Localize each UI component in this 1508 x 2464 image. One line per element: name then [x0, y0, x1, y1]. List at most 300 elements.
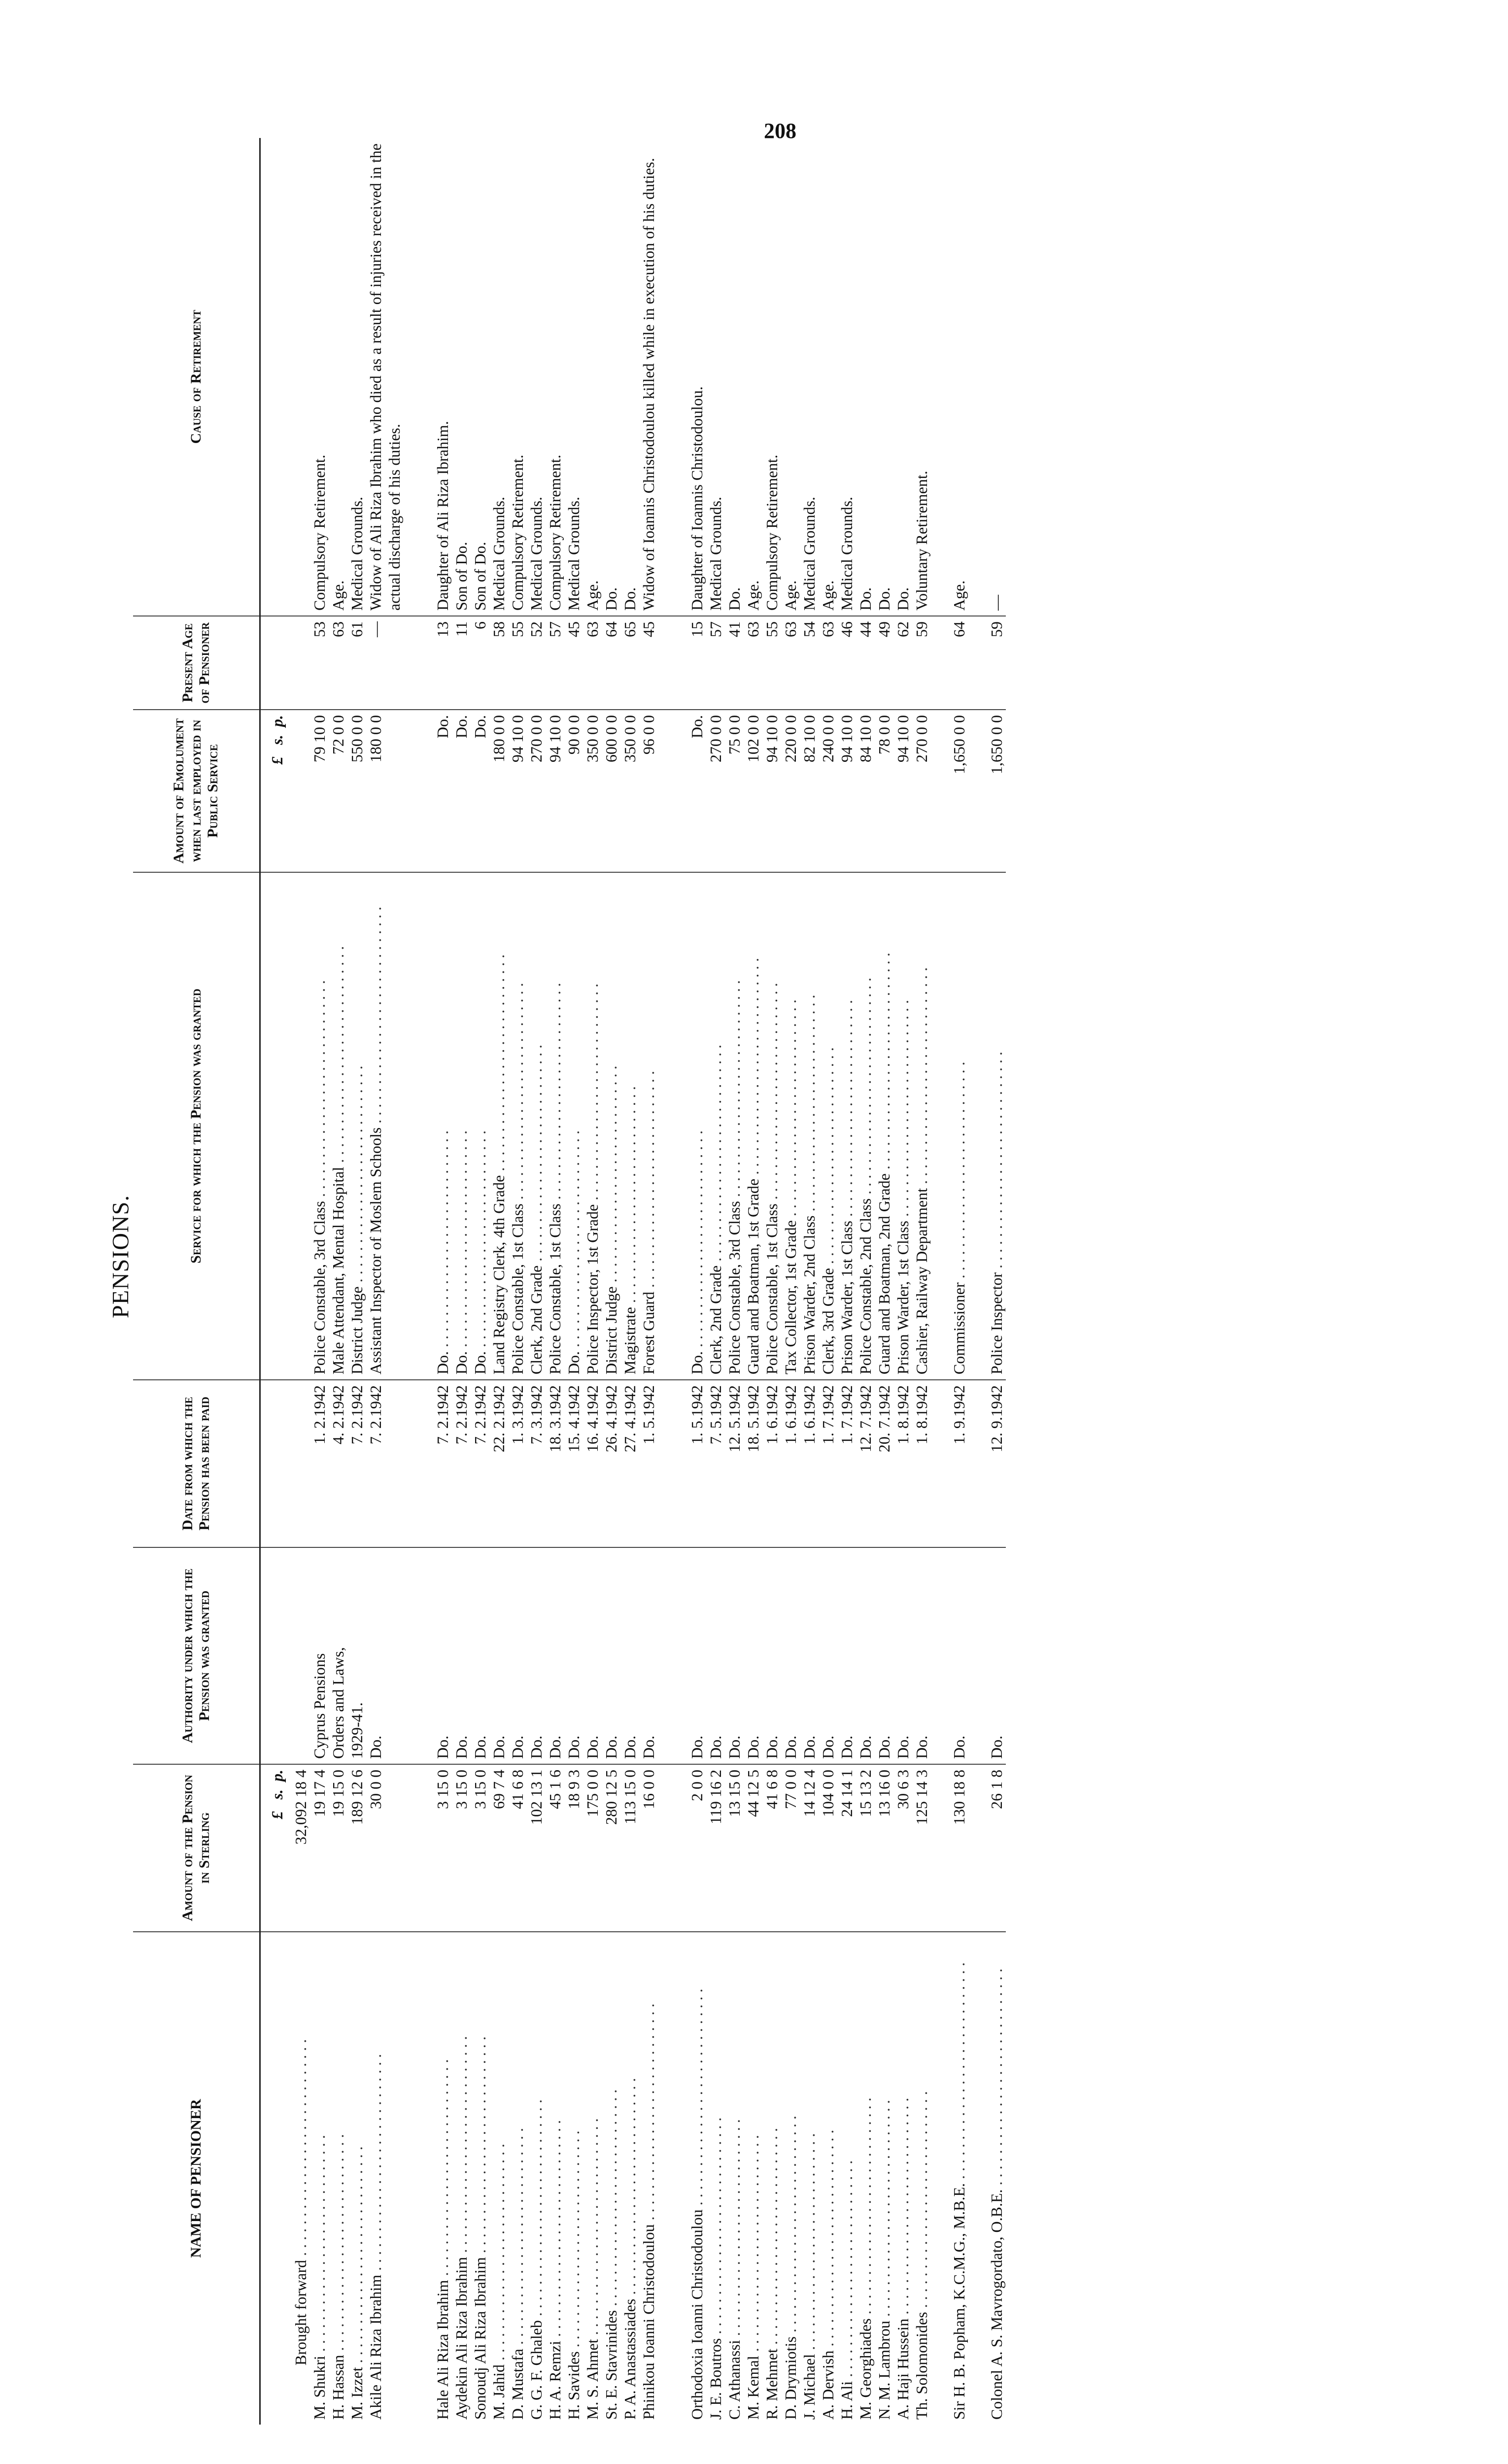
cell-date: 20. 7.1942: [875, 1380, 893, 1547]
cell-emolument: 72 0 0: [329, 710, 347, 872]
cell-amount: 15 13 2: [856, 1764, 875, 1932]
cell-age: 49: [875, 616, 893, 710]
cell-emolument: 79 10 0: [310, 710, 329, 872]
cell-name: A. Haji Hussein . . .: [893, 1932, 912, 2425]
cell-name: M. Jahid . . .: [489, 1932, 508, 2425]
cell-authority: Do.: [950, 1547, 968, 1764]
brought-forward-label: Brought forward . . .: [291, 1932, 310, 2425]
cell-amount: 3 15 0: [452, 1764, 471, 1932]
cell-service: District Judge . . .: [602, 872, 620, 1380]
cell-emolument: 78 0 0: [875, 710, 893, 872]
cell-authority: Do.: [893, 1547, 912, 1764]
cell-service: Police Inspector . . .: [987, 872, 1006, 1380]
cell-age: 45: [639, 616, 658, 710]
cell-cause: Medical Grounds.: [706, 138, 725, 616]
cell-amount: 18 9 3: [564, 1764, 583, 1932]
cell-authority: Do.: [433, 1547, 452, 1764]
cell-age: 63: [744, 616, 762, 710]
cell-emolument: 75 0 0: [725, 710, 744, 872]
cell-date: 1. 8.1942: [912, 1380, 931, 1547]
row-spacer: [404, 138, 433, 2425]
cell-name: M. Shukri . . .: [310, 1932, 329, 2425]
cell-service: Police Constable, 2nd Class . . .: [856, 872, 875, 1380]
cell-cause: Do.: [856, 138, 875, 616]
cell-date: 7. 3.1942: [527, 1380, 546, 1547]
cell-service: Male Attendant, Mental Hospital . . .: [329, 872, 347, 1380]
cell-service: Police Constable, 3rd Class . . .: [725, 872, 744, 1380]
cell-service: Land Registry Clerk, 4th Grade . . .: [489, 872, 508, 1380]
cell-date: 1. 2.1942: [310, 1380, 329, 1547]
table-row: [950, 138, 968, 2425]
cell-date: 1. 9.1942: [950, 1380, 968, 1547]
cell-age: 61: [347, 616, 366, 710]
cell-date: 1. 8.1942: [893, 1380, 912, 1547]
cell-service: Police Constable, 1st Class . . .: [762, 872, 781, 1380]
table-row: [508, 138, 527, 2425]
cell-age: 58: [489, 616, 508, 710]
page-title: PENSIONS.: [107, 1195, 134, 1319]
table-row: [471, 138, 489, 2425]
cell-amount: 24 14 1: [837, 1764, 856, 1932]
units-row: [260, 138, 292, 2425]
header-row: [133, 138, 260, 2425]
table-row: [546, 138, 564, 2425]
pensions-table: [133, 138, 1006, 2425]
cell-service: Police Constable, 1st Class . . .: [546, 872, 564, 1380]
cell-date: 7. 2.1942: [452, 1380, 471, 1547]
cell-emolument: Do.: [687, 710, 706, 872]
cell-name: M. Georghiades . . .: [856, 1932, 875, 2425]
cell-cause: Age.: [744, 138, 762, 616]
table-row: [489, 138, 508, 2425]
cell-authority: Do.: [471, 1547, 489, 1764]
cell-service: Police Inspector, 1st Grade . . .: [583, 872, 602, 1380]
table-row: [706, 138, 725, 2425]
cell-date: 1. 6.1942: [781, 1380, 800, 1547]
row-spacer: [968, 138, 987, 2425]
cell-age: 15: [687, 616, 706, 710]
cell-service: Do. . . .: [564, 872, 583, 1380]
cell-authority: Do.: [800, 1547, 819, 1764]
cell-date: 16. 4.1942: [583, 1380, 602, 1547]
cell-date: 12. 7.1942: [856, 1380, 875, 1547]
header-date: Date from which the Pension has been paid: [133, 1380, 260, 1547]
cell-amount: 189 12 6: [347, 1764, 366, 1932]
row-spacer: [931, 138, 950, 2425]
cell-cause: Daughter of Ioannis Christodoulou.: [687, 138, 706, 616]
cell-emolument: 1,650 0 0: [950, 710, 968, 872]
cell-cause: Widow of Ali Riza Ibrahim who died as a result of injuries received in the actual discharge of his duties.: [366, 138, 404, 616]
cell-age: 63: [583, 616, 602, 710]
pensions-table-rotated: [133, 138, 1483, 2425]
table-row: [310, 138, 329, 2425]
brought-forward-row: [291, 138, 310, 2425]
cell-service: Assistant Inspector of Moslem Schools . . .: [366, 872, 404, 1380]
cell-name: St. E. Stavrinides . . .: [602, 1932, 620, 2425]
cell-age: 65: [620, 616, 639, 710]
table-row: [987, 138, 1006, 2425]
cell-amount: 13 16 0: [875, 1764, 893, 1932]
cell-name: D. Mustafa . . .: [508, 1932, 527, 2425]
table-row: [329, 138, 347, 2425]
cell-age: 64: [602, 616, 620, 710]
cell-amount: 19 17 4: [310, 1764, 329, 1932]
cell-authority: Do.: [489, 1547, 508, 1764]
amount-units: £ s. p.: [260, 1764, 292, 1932]
table-row: [912, 138, 931, 2425]
cell-authority: Do.: [762, 1547, 781, 1764]
cell-name: Sonoudj Ali Riza Ibrahim . . .: [471, 1932, 489, 2425]
cell-amount: 77 0 0: [781, 1764, 800, 1932]
cell-emolument: 90 0 0: [564, 710, 583, 872]
cell-authority: Do.: [366, 1547, 404, 1764]
cell-amount: 41 6 8: [762, 1764, 781, 1932]
cell-emolument: 550 0 0: [347, 710, 366, 872]
cell-service: Do. . . .: [452, 872, 471, 1380]
cell-emolument: 270 0 0: [912, 710, 931, 872]
cell-amount: 104 0 0: [819, 1764, 837, 1932]
table-row: [725, 138, 744, 2425]
row-spacer: [658, 138, 687, 2425]
cell-authority: Do.: [546, 1547, 564, 1764]
table-row: [602, 138, 620, 2425]
cell-service: Police Constable, 1st Class . . .: [508, 872, 527, 1380]
cell-emolument: 94 10 0: [546, 710, 564, 872]
cell-age: 57: [546, 616, 564, 710]
cell-cause: Compulsory Retirement.: [508, 138, 527, 616]
cell-date: 1. 3.1942: [508, 1380, 527, 1547]
cell-service: Forest Guard . . .: [639, 872, 658, 1380]
brought-forward-amount: 32,092 18 4: [291, 1764, 310, 1932]
table-row: [639, 138, 658, 2425]
table-row: [819, 138, 837, 2425]
cell-emolument: Do.: [452, 710, 471, 872]
cell-service: Clerk, 2nd Grade . . .: [706, 872, 725, 1380]
cell-authority: Do.: [602, 1547, 620, 1764]
cell-date: 7. 2.1942: [433, 1380, 452, 1547]
cell-amount: 14 12 4: [800, 1764, 819, 1932]
cell-service: District Judge . . .: [347, 872, 366, 1380]
cell-cause: Son of Do.: [471, 138, 489, 616]
cell-emolument: 180 0 0: [489, 710, 508, 872]
table-row: [433, 138, 452, 2425]
cell-amount: 26 1 8: [987, 1764, 1006, 1932]
cell-authority: Do.: [819, 1547, 837, 1764]
cell-date: 7. 5.1942: [706, 1380, 725, 1547]
cell-date: 22. 2.1942: [489, 1380, 508, 1547]
table-row: [875, 138, 893, 2425]
cell-authority: Do.: [781, 1547, 800, 1764]
cell-emolument: 82 10 0: [800, 710, 819, 872]
cell-name: Aydekin Ali Riza Ibrahim . . .: [452, 1932, 471, 2425]
cell-name: N. M. Lambrou . . .: [875, 1932, 893, 2425]
cell-name: R. Mehmet . . .: [762, 1932, 781, 2425]
cell-service: Do. . . .: [687, 872, 706, 1380]
cell-age: 13: [433, 616, 452, 710]
cell-emolument: 96 0 0: [639, 710, 658, 872]
cell-age: 11: [452, 616, 471, 710]
cell-name: P. A. Anastassiades . . .: [620, 1932, 639, 2425]
cell-date: 15. 4.1942: [564, 1380, 583, 1547]
cell-cause: Age.: [819, 138, 837, 616]
cell-service: Police Constable, 3rd Class . . .: [310, 872, 329, 1380]
cell-emolument: 94 10 0: [762, 710, 781, 872]
cell-service: Prison Warder, 1st Class . . .: [893, 872, 912, 1380]
cell-age: 6: [471, 616, 489, 710]
cell-cause: Medical Grounds.: [837, 138, 856, 616]
cell-amount: 102 13 1: [527, 1764, 546, 1932]
emolument-units: £ s. p.: [260, 710, 292, 872]
cell-authority: Do.: [912, 1547, 931, 1764]
cell-age: —: [366, 616, 404, 710]
cell-authority: Do.: [837, 1547, 856, 1764]
cell-age: 62: [893, 616, 912, 710]
cell-name: Hale Ali Riza Ibrahim . . .: [433, 1932, 452, 2425]
cell-name: H. A. Remzi . . .: [546, 1932, 564, 2425]
cell-date: 27. 4.1942: [620, 1380, 639, 1547]
cell-amount: 41 6 8: [508, 1764, 527, 1932]
cell-cause: Compulsory Retirement.: [546, 138, 564, 616]
cell-authority: Cyprus Pensions: [310, 1547, 329, 1764]
cell-amount: 19 15 0: [329, 1764, 347, 1932]
cell-emolument: 350 0 0: [620, 710, 639, 872]
header-amount: Amount of the Pension in Sterling: [133, 1764, 260, 1932]
cell-cause: Medical Grounds.: [527, 138, 546, 616]
cell-emolument: 1,650 0 0: [987, 710, 1006, 872]
cell-amount: 30 0 0: [366, 1764, 404, 1932]
cell-name: Th. Solomonides . . .: [912, 1932, 931, 2425]
cell-emolument: 94 10 0: [837, 710, 856, 872]
cell-cause: Age.: [583, 138, 602, 616]
cell-service: Do. . . .: [433, 872, 452, 1380]
cell-authority: Do.: [564, 1547, 583, 1764]
cell-emolument: 102 0 0: [744, 710, 762, 872]
page-number: 208: [764, 119, 796, 143]
cell-amount: 45 1 6: [546, 1764, 564, 1932]
table-row: [781, 138, 800, 2425]
cell-age: 63: [329, 616, 347, 710]
cell-cause: Daughter of Ali Riza Ibrahim.: [433, 138, 452, 616]
table-row: [800, 138, 819, 2425]
header-age: Present Age of Pensioner: [133, 616, 260, 710]
cell-age: 55: [508, 616, 527, 710]
header-emolument: Amount of Emolument when last employed in Public Service: [133, 710, 260, 872]
cell-age: 57: [706, 616, 725, 710]
cell-age: 53: [310, 616, 329, 710]
cell-authority: Do.: [452, 1547, 471, 1764]
cell-cause: Do.: [893, 138, 912, 616]
cell-name: M. Izzet . . .: [347, 1932, 366, 2425]
cell-emolument: Do.: [433, 710, 452, 872]
cell-age: 59: [987, 616, 1006, 710]
cell-age: 54: [800, 616, 819, 710]
cell-service: Guard and Boatman, 1st Grade . . .: [744, 872, 762, 1380]
cell-authority: Do.: [583, 1547, 602, 1764]
cell-age: 55: [762, 616, 781, 710]
table-row: [837, 138, 856, 2425]
cell-authority: Do.: [639, 1547, 658, 1764]
cell-authority: Do.: [856, 1547, 875, 1764]
cell-amount: 119 16 2: [706, 1764, 725, 1932]
cell-service: Commissioner . . .: [950, 872, 968, 1380]
cell-cause: Age.: [781, 138, 800, 616]
cell-cause: Do.: [620, 138, 639, 616]
cell-age: 59: [912, 616, 931, 710]
cell-authority: Do.: [706, 1547, 725, 1764]
table-row: [762, 138, 781, 2425]
cell-amount: 175 0 0: [583, 1764, 602, 1932]
cell-service: Clerk, 2nd Grade . . .: [527, 872, 546, 1380]
cell-date: 18. 5.1942: [744, 1380, 762, 1547]
cell-cause: Medical Grounds.: [564, 138, 583, 616]
cell-authority: Do.: [987, 1547, 1006, 1764]
cell-amount: 13 15 0: [725, 1764, 744, 1932]
cell-amount: 3 15 0: [471, 1764, 489, 1932]
header-service: Service for which the Pension was granted: [133, 872, 260, 1380]
table-row: [527, 138, 546, 2425]
cell-authority: Orders and Laws,: [329, 1547, 347, 1764]
cell-amount: 30 6 3: [893, 1764, 912, 1932]
table-row: [856, 138, 875, 2425]
cell-service: Prison Warder, 2nd Class . . .: [800, 872, 819, 1380]
cell-age: 52: [527, 616, 546, 710]
cell-amount: 16 0 0: [639, 1764, 658, 1932]
cell-name: M. Kemal . . .: [744, 1932, 762, 2425]
cell-service: Clerk, 3rd Grade . . .: [819, 872, 837, 1380]
table-body: [260, 138, 1006, 2425]
cell-emolument: Do.: [471, 710, 489, 872]
cell-name: Akile Ali Riza Ibrahim . . .: [366, 1932, 404, 2425]
cell-cause: Age.: [950, 138, 968, 616]
table-row: [564, 138, 583, 2425]
cell-authority: Do.: [744, 1547, 762, 1764]
cell-name: H. Savides . . .: [564, 1932, 583, 2425]
cell-cause: Compulsory Retirement.: [762, 138, 781, 616]
cell-name: H. Ali . . .: [837, 1932, 856, 2425]
table-row: [452, 138, 471, 2425]
table-row: [583, 138, 602, 2425]
cell-emolument: 270 0 0: [706, 710, 725, 872]
cell-emolument: 94 10 0: [508, 710, 527, 872]
cell-date: 1. 6.1942: [762, 1380, 781, 1547]
cell-service: Do. . . .: [471, 872, 489, 1380]
cell-name: Sir H. B. Popham, K.C.M.G., M.B.E. . . .: [950, 1932, 968, 2425]
cell-date: 4. 2.1942: [329, 1380, 347, 1547]
cell-service: Cashier, Railway Department . . .: [912, 872, 931, 1380]
cell-cause: Age.: [329, 138, 347, 616]
cell-date: 7. 2.1942: [347, 1380, 366, 1547]
cell-name: J. E. Boutros . . .: [706, 1932, 725, 2425]
cell-name: D. Drymiotis . . .: [781, 1932, 800, 2425]
cell-name: H. Hassan . . .: [329, 1932, 347, 2425]
cell-authority: Do.: [527, 1547, 546, 1764]
cell-authority: Do.: [620, 1547, 639, 1764]
cell-service: Guard and Boatman, 2nd Grade . . .: [875, 872, 893, 1380]
cell-cause: Do.: [602, 138, 620, 616]
table-row: [744, 138, 762, 2425]
cell-age: 64: [950, 616, 968, 710]
cell-amount: 113 15 0: [620, 1764, 639, 1932]
cell-age: 63: [819, 616, 837, 710]
cell-authority: Do.: [725, 1547, 744, 1764]
cell-cause: Compulsory Retirement.: [310, 138, 329, 616]
cell-emolument: 220 0 0: [781, 710, 800, 872]
cell-emolument: 84 10 0: [856, 710, 875, 872]
header-cause: Cause of Retirement: [133, 138, 260, 616]
cell-date: 12. 5.1942: [725, 1380, 744, 1547]
cell-authority: Do.: [875, 1547, 893, 1764]
cell-emolument: 600 0 0: [602, 710, 620, 872]
cell-cause: Do.: [725, 138, 744, 616]
cell-date: 1. 6.1942: [800, 1380, 819, 1547]
table-row: [687, 138, 706, 2425]
cell-amount: 69 7 4: [489, 1764, 508, 1932]
cell-amount: 2 0 0: [687, 1764, 706, 1932]
cell-emolument: 270 0 0: [527, 710, 546, 872]
table-row: [893, 138, 912, 2425]
cell-service: Magistrate . . .: [620, 872, 639, 1380]
header-authority: Authority under which the Pension was granted: [133, 1547, 260, 1764]
cell-name: A. Dervish . . .: [819, 1932, 837, 2425]
cell-date: 18. 3.1942: [546, 1380, 564, 1547]
cell-cause: Voluntary Retirement.: [912, 138, 931, 616]
cell-cause: Medical Grounds.: [347, 138, 366, 616]
cell-date: 12. 9.1942: [987, 1380, 1006, 1547]
cell-date: 1. 5.1942: [687, 1380, 706, 1547]
cell-age: 63: [781, 616, 800, 710]
cell-date: 1. 7.1942: [837, 1380, 856, 1547]
cell-name: Colonel A. S. Mavrogordato, O.B.E. . . .: [987, 1932, 1006, 2425]
cell-amount: 280 12 5: [602, 1764, 620, 1932]
cell-cause: Widow of Ioannis Christodoulou killed while in execution of his duties.: [639, 138, 658, 616]
header-name: NAME OF PENSIONER: [133, 1932, 260, 2425]
cell-authority: 1929-41.: [347, 1547, 366, 1764]
cell-emolument: 180 0 0: [366, 710, 404, 872]
cell-amount: 125 14 3: [912, 1764, 931, 1932]
cell-service: Tax Collector, 1st Grade . . .: [781, 872, 800, 1380]
cell-amount: 44 12 5: [744, 1764, 762, 1932]
cell-amount: 130 18 8: [950, 1764, 968, 1932]
cell-cause: Medical Grounds.: [489, 138, 508, 616]
cell-authority: Do.: [508, 1547, 527, 1764]
cell-age: 45: [564, 616, 583, 710]
cell-age: 46: [837, 616, 856, 710]
table-row: [347, 138, 366, 2425]
cell-name: G. G. F. Ghaleb . . .: [527, 1932, 546, 2425]
cell-date: 7. 2.1942: [366, 1380, 404, 1547]
cell-name: M. S. Ahmet . . .: [583, 1932, 602, 2425]
table-row: [620, 138, 639, 2425]
cell-date: 7. 2.1942: [471, 1380, 489, 1547]
cell-cause: Do.: [875, 138, 893, 616]
cell-date: 26. 4.1942: [602, 1380, 620, 1547]
cell-age: 44: [856, 616, 875, 710]
cell-cause: Son of Do.: [452, 138, 471, 616]
cell-age: 41: [725, 616, 744, 710]
cell-emolument: 240 0 0: [819, 710, 837, 872]
table-row: [366, 138, 404, 2425]
cell-date: 1. 7.1942: [819, 1380, 837, 1547]
cell-emolument: 350 0 0: [583, 710, 602, 872]
cell-name: Phinikou Ioanni Christodoulou . . .: [639, 1932, 658, 2425]
cell-name: Orthodoxia Ioanni Christodoulou . . .: [687, 1932, 706, 2425]
cell-cause: Medical Grounds.: [800, 138, 819, 616]
cell-cause: —: [987, 138, 1006, 616]
cell-emolument: 94 10 0: [893, 710, 912, 872]
cell-name: J. Michael . . .: [800, 1932, 819, 2425]
cell-name: C. Athanassi . . .: [725, 1932, 744, 2425]
cell-authority: Do.: [687, 1547, 706, 1764]
